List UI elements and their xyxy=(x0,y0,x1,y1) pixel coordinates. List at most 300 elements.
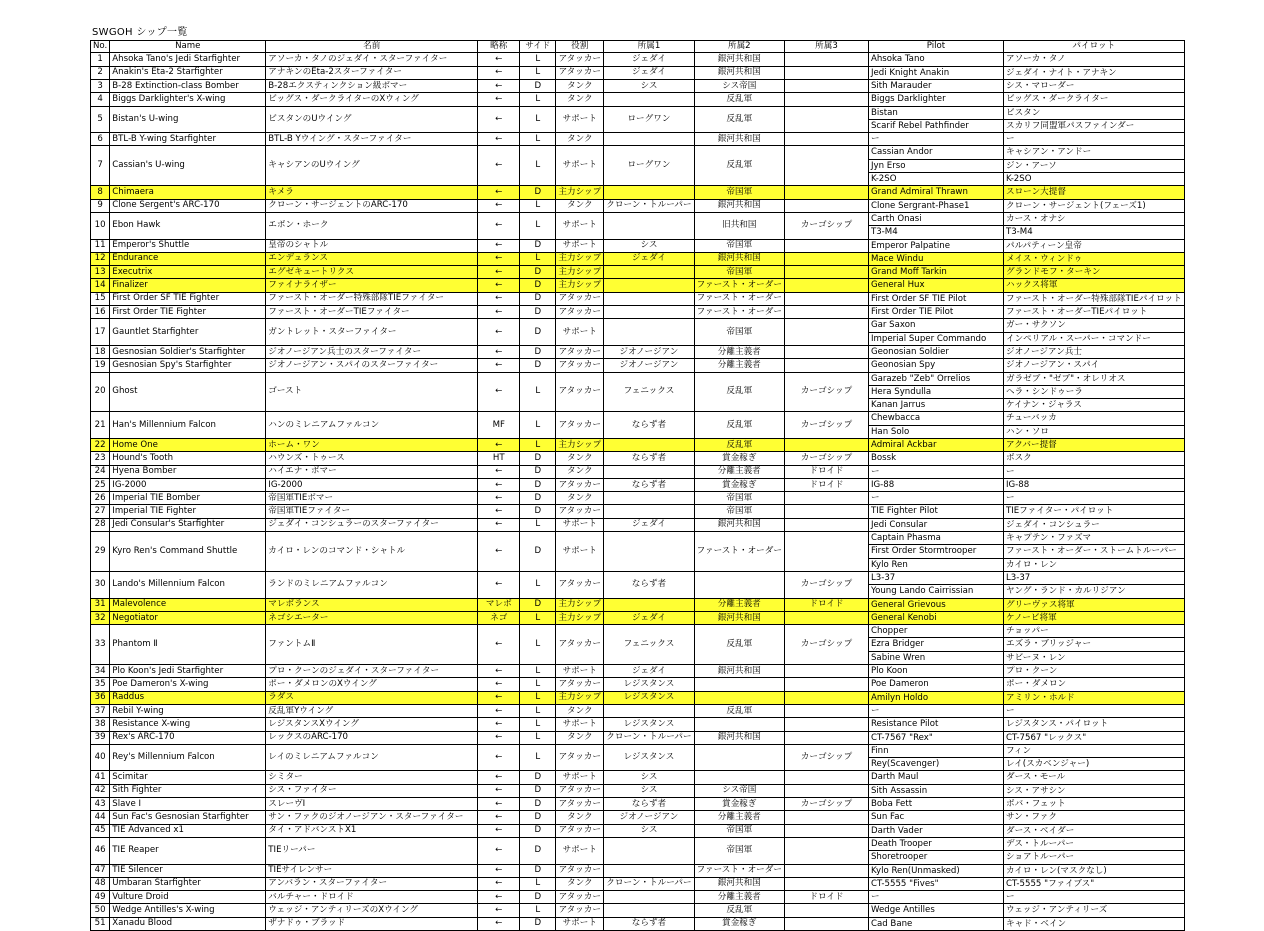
pilot-name: ー xyxy=(870,134,880,145)
cell-role: タンク xyxy=(556,704,604,717)
cell-pilots xyxy=(868,877,1003,890)
pilot-name-jp: ボバ・フェット xyxy=(1005,799,1066,810)
cell-jp-name: 反乱軍Yウイング xyxy=(266,704,478,717)
pilot-name-jp: ヤング・ランド・カルリジアン xyxy=(1004,584,1184,597)
pilot-name-jp: クローン・サージェント(フェーズ1) xyxy=(1005,200,1146,211)
cell-role: 主力シップ xyxy=(556,252,604,265)
cell-name: Clone Sergent's ARC-170 xyxy=(110,199,266,212)
table-row xyxy=(91,133,1185,146)
cell-name: First Order TIE Fighter xyxy=(110,306,266,319)
cell-jp-name: 皇帝のシャトル xyxy=(266,239,478,252)
cell-faction1: ジェダイ xyxy=(604,518,694,531)
cell-name: Scimitar xyxy=(110,771,266,784)
cell-abbr: ← xyxy=(478,718,520,731)
cell-role: 主力シップ xyxy=(556,439,604,452)
cell-faction3 xyxy=(784,133,868,146)
cell-side: D xyxy=(520,465,556,478)
cell-faction1 xyxy=(604,704,694,717)
cell-role: アタッカー xyxy=(556,904,604,917)
table-row xyxy=(91,239,1185,252)
cell-side: L xyxy=(520,439,556,452)
cell-no: 31 xyxy=(91,598,110,611)
cell-side: D xyxy=(520,811,556,824)
cell-faction3 xyxy=(784,864,868,877)
pilot-name: ー xyxy=(870,892,880,903)
cell-side: L xyxy=(520,199,556,212)
cell-faction2: ファースト・オーダー xyxy=(694,279,784,292)
pilot-name-jp: グランドモフ・ターキン xyxy=(1005,267,1101,278)
cell-pilots xyxy=(868,665,1003,678)
cell-faction2: 帝国軍 xyxy=(694,266,784,279)
cell-role: タンク xyxy=(556,731,604,744)
cell-abbr: ネゴ xyxy=(478,611,520,624)
cell-faction2: 賞金稼ぎ xyxy=(694,917,784,930)
cell-faction1: フェニックス xyxy=(604,625,694,665)
pilot-name: First Order SF TIE Pilot xyxy=(870,293,967,304)
pilot-name-jp: カイロ・レン(マスクなし) xyxy=(1005,865,1107,876)
cell-name: Umbaran Starfighter xyxy=(110,877,266,890)
cell-pilots-jp xyxy=(1003,824,1184,837)
cell-pilots xyxy=(868,518,1003,531)
cell-pilots-jp xyxy=(1003,625,1184,665)
cell-jp-name: ハイエナ・ボマー xyxy=(266,465,478,478)
cell-jp-name: ジオノージアン兵士のスターファイター xyxy=(266,345,478,358)
cell-name: Hyena Bomber xyxy=(110,465,266,478)
cell-faction2: 帝国軍 xyxy=(694,239,784,252)
cell-faction1: シス xyxy=(604,824,694,837)
pilot-name-jp: ジオノージアン・スパイ xyxy=(1005,360,1100,371)
table-row xyxy=(91,372,1185,412)
cell-jp-name: B-28エクスティンクション級ボマー xyxy=(266,79,478,92)
cell-pilots xyxy=(868,146,1003,186)
pilot-name-jp: ー xyxy=(1005,705,1015,716)
pilot-name: Darth Maul xyxy=(870,772,919,783)
cell-faction1: ジェダイ xyxy=(604,611,694,624)
pilot-name: T3-M4 xyxy=(869,225,1003,238)
table-row xyxy=(91,439,1185,452)
cell-pilots-jp xyxy=(1003,212,1184,239)
cell-role: サポート xyxy=(556,106,604,133)
pilot-name: Plo Koon xyxy=(870,666,908,677)
cell-pilots-jp xyxy=(1003,665,1184,678)
cell-faction1: ならず者 xyxy=(604,478,694,491)
cell-jp-name: ランドのミレニアムファルコン xyxy=(266,571,478,598)
table-row xyxy=(91,412,1185,439)
cell-abbr: ← xyxy=(478,306,520,319)
cell-name: Kyro Ren's Command Shuttle xyxy=(110,532,266,572)
cell-faction3: ドロイド xyxy=(784,465,868,478)
pilot-name: General Kenobi xyxy=(870,612,937,623)
pilot-name: Scarif Rebel Pathfinder xyxy=(869,119,1003,132)
cell-pilots xyxy=(868,106,1003,133)
cell-faction2: 帝国軍 xyxy=(694,824,784,837)
cell-side: D xyxy=(520,306,556,319)
cell-pilots-jp xyxy=(1003,691,1184,704)
cell-faction2: ファースト・オーダー xyxy=(694,532,784,572)
cell-side: L xyxy=(520,904,556,917)
cell-abbr: ← xyxy=(478,691,520,704)
table-row xyxy=(91,811,1185,824)
table-row xyxy=(91,731,1185,744)
cell-pilots xyxy=(868,917,1003,930)
cell-faction1 xyxy=(604,598,694,611)
cell-no: 20 xyxy=(91,372,110,412)
cell-role: アタッカー xyxy=(556,372,604,412)
cell-pilots xyxy=(868,292,1003,305)
cell-faction3 xyxy=(784,279,868,292)
cell-faction3 xyxy=(784,266,868,279)
cell-jp-name: プロ・クーンのジェダイ・スターファイター xyxy=(266,665,478,678)
cell-faction3 xyxy=(784,904,868,917)
pilot-name-jp: サン・ファク xyxy=(1005,812,1057,823)
cell-no: 49 xyxy=(91,891,110,904)
pilot-name-jp: キャプテン・ファズマ xyxy=(1005,533,1092,544)
pilot-name-jp: ビッグス・ダークライター xyxy=(1005,94,1109,105)
cell-side: D xyxy=(520,917,556,930)
cell-jp-name: ファントムⅡ xyxy=(266,625,478,665)
pilot-name: Sabine Wren xyxy=(869,651,1003,664)
cell-no: 12 xyxy=(91,252,110,265)
cell-pilots-jp xyxy=(1003,133,1184,146)
cell-no: 17 xyxy=(91,319,110,346)
cell-faction2 xyxy=(694,678,784,691)
cell-name: Imperial TIE Fighter xyxy=(110,505,266,518)
pilot-name-jp: チューバッカ xyxy=(1005,413,1057,424)
cell-side: D xyxy=(520,279,556,292)
cell-faction1 xyxy=(604,439,694,452)
pilot-name: Darth Vader xyxy=(870,825,923,836)
cell-side: L xyxy=(520,518,556,531)
table-row xyxy=(91,186,1185,199)
table-row xyxy=(91,212,1185,239)
cell-faction2: 賞金稼ぎ xyxy=(694,798,784,811)
cell-no: 44 xyxy=(91,811,110,824)
cell-role: サポート xyxy=(556,319,604,346)
cell-role: アタッカー xyxy=(556,744,604,771)
cell-role: タンク xyxy=(556,199,604,212)
pilot-name-jp: ダース・モール xyxy=(1005,772,1066,783)
table-row xyxy=(91,452,1185,465)
cell-side: D xyxy=(520,266,556,279)
cell-side: D xyxy=(520,532,556,572)
cell-jp-name: キメラ xyxy=(266,186,478,199)
cell-no: 48 xyxy=(91,877,110,890)
cell-pilots xyxy=(868,744,1003,771)
cell-pilots xyxy=(868,53,1003,66)
cell-role: サポート xyxy=(556,239,604,252)
pilot-name-jp: ダース・ベイダー xyxy=(1005,825,1075,836)
cell-no: 6 xyxy=(91,133,110,146)
cell-faction2: 銀河共和国 xyxy=(694,66,784,79)
cell-pilots xyxy=(868,598,1003,611)
cell-faction1: ジェダイ xyxy=(604,66,694,79)
cell-role: サポート xyxy=(556,146,604,186)
cell-jp-name: バルチャー・ドロイド xyxy=(266,891,478,904)
cell-jp-name: ホーム・ワン xyxy=(266,439,478,452)
table-row xyxy=(91,492,1185,505)
table-row xyxy=(91,279,1185,292)
cell-faction1: クローン・トルーパー xyxy=(604,877,694,890)
cell-side: D xyxy=(520,505,556,518)
cell-side: D xyxy=(520,784,556,797)
cell-role: 主力シップ xyxy=(556,598,604,611)
pilot-name-jp: パルパティーン皇帝 xyxy=(1005,240,1082,251)
table-row xyxy=(91,532,1185,572)
pilot-name: Geonosian Soldier xyxy=(870,346,949,357)
cell-abbr: ← xyxy=(478,53,520,66)
cell-abbr: MF xyxy=(478,412,520,439)
cell-no: 37 xyxy=(91,704,110,717)
pilot-name-jp: シス・アサシン xyxy=(1005,785,1066,796)
cell-pilots-jp xyxy=(1003,904,1184,917)
cell-pilots-jp xyxy=(1003,239,1184,252)
cell-faction1: レジスタンス xyxy=(604,744,694,771)
pilot-name-jp: TIEファイター・パイロット xyxy=(1005,506,1114,517)
cell-jp-name: レジスタンスXウイング xyxy=(266,718,478,731)
cell-pilots xyxy=(868,864,1003,877)
cell-name: Ahsoka Tano's Jedi Starfighter xyxy=(110,53,266,66)
pilot-name-jp: ジン・アーソ xyxy=(1004,159,1184,172)
cell-jp-name: ファースト・オーダーTIEファイター xyxy=(266,306,478,319)
cell-jp-name: ハウンズ・トゥース xyxy=(266,452,478,465)
cell-name: Plo Koon's Jedi Starfighter xyxy=(110,665,266,678)
cell-role: サポート xyxy=(556,917,604,930)
table-row xyxy=(91,824,1185,837)
cell-faction2 xyxy=(694,571,784,598)
cell-faction2: 旧共和国 xyxy=(694,212,784,239)
cell-jp-name: サン・ファクのジオノージアン・スターファイター xyxy=(266,811,478,824)
table-row xyxy=(91,478,1185,491)
cell-pilots xyxy=(868,66,1003,79)
cell-jp-name: ジオノージアン・スパイのスターファイター xyxy=(266,359,478,372)
cell-pilots-jp xyxy=(1003,266,1184,279)
pilot-name: First Order TIE Pilot xyxy=(870,307,954,318)
cell-side: L xyxy=(520,106,556,133)
cell-faction1: シス xyxy=(604,79,694,92)
cell-no: 43 xyxy=(91,798,110,811)
cell-faction2: 反乱軍 xyxy=(694,412,784,439)
pilot-name-jp: ー xyxy=(1005,892,1015,903)
pilot-name-jp: ガー・サクソン xyxy=(1005,320,1066,331)
cell-side: L xyxy=(520,877,556,890)
cell-faction2 xyxy=(694,744,784,771)
pilot-name: Captain Phasma xyxy=(870,533,941,544)
pilot-name-jp: ジオノージアン兵士 xyxy=(1005,346,1083,357)
cell-faction2: 分離主義者 xyxy=(694,465,784,478)
cell-faction2: 銀河共和国 xyxy=(694,252,784,265)
table-row xyxy=(91,465,1185,478)
cell-pilots-jp xyxy=(1003,359,1184,372)
pilot-name: Ezra Bridger xyxy=(869,637,1003,650)
pilot-name: Garazeb "Zeb" Orrelios xyxy=(870,373,971,384)
cell-role: サポート xyxy=(556,771,604,784)
cell-pilots-jp xyxy=(1003,199,1184,212)
cell-jp-name: 帝国軍TIEファイター xyxy=(266,505,478,518)
cell-abbr: ← xyxy=(478,465,520,478)
cell-faction3 xyxy=(784,505,868,518)
cell-faction1: ジェダイ xyxy=(604,665,694,678)
cell-faction2: 反乱軍 xyxy=(694,146,784,186)
cell-faction1: クローン・トルーパー xyxy=(604,199,694,212)
cell-abbr: ← xyxy=(478,239,520,252)
cell-pilots-jp xyxy=(1003,532,1184,572)
cell-faction1 xyxy=(604,212,694,239)
cell-name: Anakin's Eta-2 Starfighter xyxy=(110,66,266,79)
cell-pilots xyxy=(868,186,1003,199)
cell-name: Chimaera xyxy=(110,186,266,199)
cell-pilots-jp xyxy=(1003,518,1184,531)
pilot-name: Han Solo xyxy=(869,425,1003,438)
cell-faction3 xyxy=(784,186,868,199)
pilot-name-jp: ボスク xyxy=(1005,453,1032,464)
cell-faction2: 銀河共和国 xyxy=(694,877,784,890)
cell-faction3 xyxy=(784,784,868,797)
cell-no: 7 xyxy=(91,146,110,186)
pilot-name: Ahsoka Tano xyxy=(870,54,925,65)
cell-faction1 xyxy=(604,904,694,917)
cell-abbr: ← xyxy=(478,319,520,346)
cell-faction1: ジオノージアン xyxy=(604,811,694,824)
cell-pilots xyxy=(868,678,1003,691)
cell-faction1: シス xyxy=(604,771,694,784)
cell-faction3 xyxy=(784,146,868,186)
pilot-name: Shoretrooper xyxy=(869,850,1003,863)
cell-no: 50 xyxy=(91,904,110,917)
pilot-name-jp: CT-5555 "ファイブス" xyxy=(1005,878,1095,889)
cell-abbr: ← xyxy=(478,571,520,598)
col-header-faction2: 所属2 xyxy=(694,41,784,53)
cell-role: アタッカー xyxy=(556,478,604,491)
cell-side: D xyxy=(520,292,556,305)
pilot-name: Geonosian Spy xyxy=(870,360,936,371)
cell-side: D xyxy=(520,359,556,372)
pilot-name: CT-5555 "Fives" xyxy=(870,878,939,889)
cell-jp-name: レックスのARC-170 xyxy=(266,731,478,744)
cell-no: 11 xyxy=(91,239,110,252)
cell-pilots xyxy=(868,465,1003,478)
pilot-name-jp: レイ(スカベンジャー) xyxy=(1004,757,1184,770)
table-row xyxy=(91,784,1185,797)
cell-pilots-jp xyxy=(1003,478,1184,491)
cell-pilots xyxy=(868,891,1003,904)
cell-faction2: 反乱軍 xyxy=(694,106,784,133)
cell-pilots xyxy=(868,691,1003,704)
pilot-name: Poe Dameron xyxy=(870,679,929,690)
pilot-name-jp: ガラゼブ・"ゼブ"・オレリオス xyxy=(1005,373,1126,384)
cell-name: Gesnosian Spy's Starfighter xyxy=(110,359,266,372)
cell-abbr: ← xyxy=(478,93,520,106)
cell-role: サポート xyxy=(556,837,604,864)
table-row xyxy=(91,106,1185,133)
cell-side: D xyxy=(520,478,556,491)
pilot-name-jp: ー xyxy=(1005,134,1015,145)
cell-name: IG-2000 xyxy=(110,478,266,491)
cell-pilots xyxy=(868,372,1003,412)
cell-faction2: 分離主義者 xyxy=(694,811,784,824)
cell-role: アタッカー xyxy=(556,864,604,877)
cell-abbr: ← xyxy=(478,891,520,904)
cell-faction1: ジェダイ xyxy=(604,252,694,265)
pilot-name: Sun Fac xyxy=(870,812,905,823)
cell-no: 25 xyxy=(91,478,110,491)
cell-abbr: ← xyxy=(478,678,520,691)
cell-role: タンク xyxy=(556,93,604,106)
cell-no: 3 xyxy=(91,79,110,92)
cell-faction1: ならず者 xyxy=(604,452,694,465)
cell-no: 34 xyxy=(91,665,110,678)
pilot-name-jp: シス・マローダー xyxy=(1005,80,1075,91)
cell-side: L xyxy=(520,146,556,186)
cell-faction2: 銀河共和国 xyxy=(694,611,784,624)
cell-jp-name: ネゴシエーター xyxy=(266,611,478,624)
cell-jp-name: エンデュランス xyxy=(266,252,478,265)
cell-faction3 xyxy=(784,532,868,572)
cell-side: L xyxy=(520,66,556,79)
cell-name: Hound's Tooth xyxy=(110,452,266,465)
table-row xyxy=(91,306,1185,319)
cell-faction1 xyxy=(604,186,694,199)
cell-no: 39 xyxy=(91,731,110,744)
pilot-name: Cassian Andor xyxy=(870,147,933,158)
cell-abbr: ← xyxy=(478,904,520,917)
cell-pilots xyxy=(868,532,1003,572)
table-row xyxy=(91,917,1185,930)
cell-faction3 xyxy=(784,837,868,864)
cell-jp-name: アソーカ・タノのジェダイ・スターファイター xyxy=(266,53,478,66)
cell-pilots xyxy=(868,79,1003,92)
cell-role: 主力シップ xyxy=(556,611,604,624)
cell-name: Executrix xyxy=(110,266,266,279)
cell-faction3: カーゴシップ xyxy=(784,452,868,465)
table-row xyxy=(91,611,1185,624)
cell-faction1: ならず者 xyxy=(604,917,694,930)
cell-role: アタッカー xyxy=(556,891,604,904)
pilot-name-jp: デス・トルーパー xyxy=(1005,838,1074,849)
cell-name: Slave Ⅰ xyxy=(110,798,266,811)
cell-no: 36 xyxy=(91,691,110,704)
cell-faction1 xyxy=(604,864,694,877)
cell-no: 5 xyxy=(91,106,110,133)
pilot-name-jp: ファースト・オーダー・ストームトルーパー xyxy=(1004,544,1184,557)
cell-pilots-jp xyxy=(1003,784,1184,797)
cell-no: 9 xyxy=(91,199,110,212)
sheet-title: SWGOH シップ一覧 xyxy=(92,27,188,38)
col-header-jp-name: 名前 xyxy=(266,41,478,53)
cell-pilots-jp xyxy=(1003,79,1184,92)
cell-abbr: ← xyxy=(478,824,520,837)
cell-abbr: HT xyxy=(478,452,520,465)
cell-abbr: ← xyxy=(478,917,520,930)
cell-pilots xyxy=(868,731,1003,744)
cell-faction2: ファースト・オーダー xyxy=(694,292,784,305)
cell-faction3 xyxy=(784,66,868,79)
cell-no: 35 xyxy=(91,678,110,691)
cell-faction3 xyxy=(784,345,868,358)
col-header-pilot-jp: パイロット xyxy=(1003,41,1184,53)
cell-faction1 xyxy=(604,306,694,319)
pilot-name-jp: ポー・ダメロン xyxy=(1005,679,1067,690)
cell-role: 主力シップ xyxy=(556,186,604,199)
cell-role: サポート xyxy=(556,518,604,531)
cell-faction2: 賞金稼ぎ xyxy=(694,478,784,491)
cell-side: L xyxy=(520,93,556,106)
pilot-name-jp: ファースト・オーダー特殊部隊TIEパイロット xyxy=(1005,293,1182,304)
cell-abbr: ← xyxy=(478,492,520,505)
cell-faction3 xyxy=(784,704,868,717)
table-row xyxy=(91,625,1185,665)
cell-pilots-jp xyxy=(1003,811,1184,824)
cell-faction3 xyxy=(784,811,868,824)
